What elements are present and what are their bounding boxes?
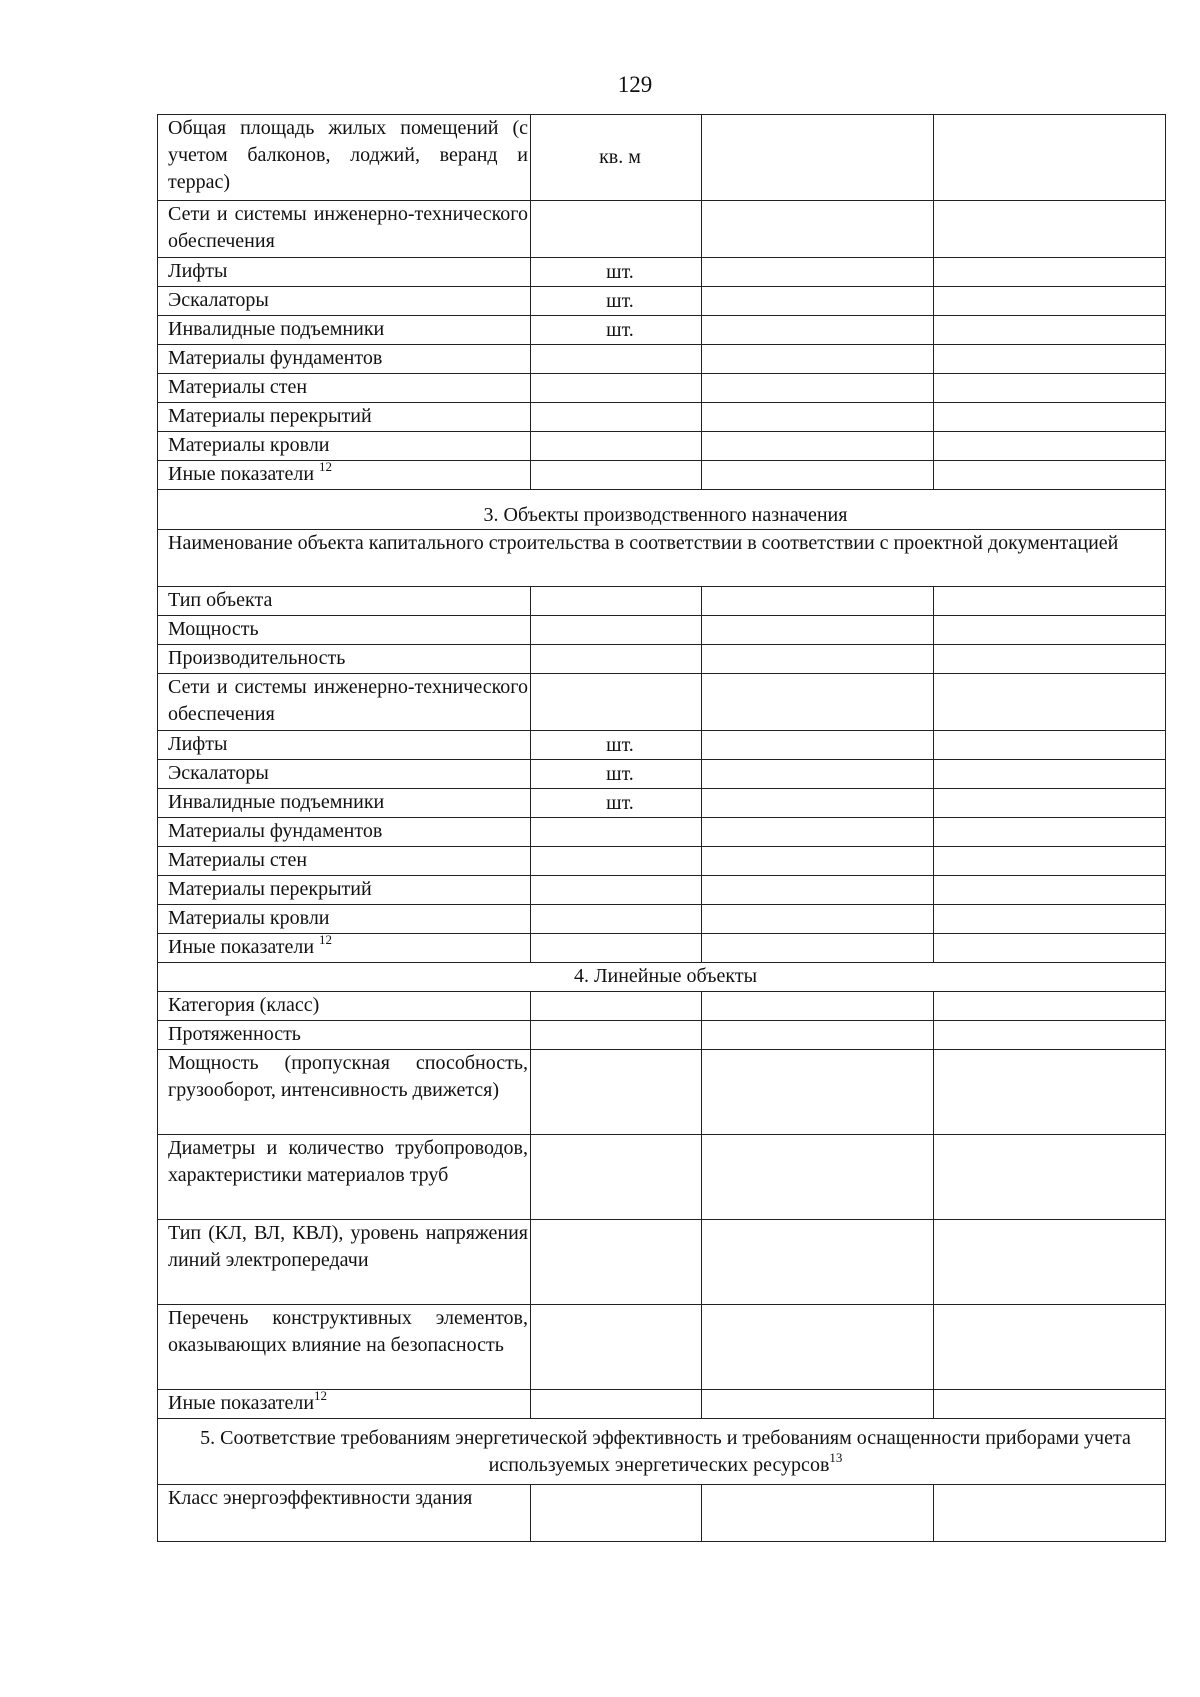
table-row xyxy=(158,847,1166,876)
row-label xyxy=(158,1390,531,1419)
value-cell xyxy=(702,461,934,490)
row-label: Диаметры и количество трубопроводов, характеристики материалов труб xyxy=(158,1135,531,1220)
table-row xyxy=(158,1220,1166,1305)
row-label: Тип объекта xyxy=(158,587,531,616)
unit-cell: кв. м xyxy=(531,115,702,201)
table-row xyxy=(158,789,1166,818)
value-cell xyxy=(934,760,1166,789)
value-cell xyxy=(934,201,1166,258)
unit-cell xyxy=(531,461,702,490)
row-label: Материалы перекрытий xyxy=(158,403,531,432)
row-label: Материалы фундаментов xyxy=(158,345,531,374)
row-label: Перечень конструктивных элементов, оказывающих влияние на безопасность xyxy=(158,1305,531,1390)
row-label-text: Иные показатели xyxy=(168,936,315,958)
value-cell xyxy=(702,374,934,403)
unit-cell xyxy=(531,847,702,876)
value-cell xyxy=(702,432,934,461)
row-label: Мощность (пропускная способность, грузооборот, интенсивность движется) xyxy=(158,1050,531,1135)
value-cell xyxy=(702,616,934,645)
unit-cell: шт. xyxy=(531,287,702,316)
value-cell xyxy=(934,789,1166,818)
table-row xyxy=(158,403,1166,432)
table-row xyxy=(158,115,1166,201)
value-cell xyxy=(702,992,934,1021)
value-cell xyxy=(702,1050,934,1135)
value-cell xyxy=(934,876,1166,905)
unit-cell: шт. xyxy=(531,316,702,345)
value-cell xyxy=(702,905,934,934)
table-row xyxy=(158,731,1166,760)
table-row xyxy=(158,432,1166,461)
value-cell xyxy=(934,1390,1166,1419)
table-row xyxy=(158,905,1166,934)
table-row xyxy=(158,1050,1166,1135)
table-row xyxy=(158,587,1166,616)
table-row xyxy=(158,1485,1166,1542)
value-cell xyxy=(702,731,934,760)
value-cell xyxy=(934,374,1166,403)
unit-cell xyxy=(531,1021,702,1050)
row-label: Производительность xyxy=(158,645,531,674)
row-label: Инвалидные подъемники xyxy=(158,316,531,345)
row-label: Эскалаторы xyxy=(158,287,531,316)
unit-cell: шт. xyxy=(531,731,702,760)
section-header-row xyxy=(158,1419,1166,1485)
value-cell xyxy=(934,645,1166,674)
value-cell xyxy=(702,847,934,876)
value-cell xyxy=(934,616,1166,645)
value-cell xyxy=(702,201,934,258)
section-3-title: 3. Объекты производственного назначения xyxy=(158,490,1166,530)
row-label: Категория (класс) xyxy=(158,992,531,1021)
value-cell xyxy=(702,115,934,201)
table-row xyxy=(158,818,1166,847)
value-cell xyxy=(702,674,934,731)
value-cell xyxy=(934,818,1166,847)
unit-cell xyxy=(531,374,702,403)
table-row xyxy=(158,374,1166,403)
value-cell xyxy=(934,258,1166,287)
value-cell xyxy=(702,934,934,963)
footnote-ref: 12 xyxy=(319,933,333,947)
value-cell xyxy=(702,1485,934,1542)
unit-cell xyxy=(531,876,702,905)
table-row xyxy=(158,1305,1166,1390)
value-cell xyxy=(702,1021,934,1050)
row-label: Материалы стен xyxy=(158,374,531,403)
value-cell xyxy=(702,258,934,287)
unit-cell xyxy=(531,1485,702,1542)
table-row xyxy=(158,1390,1166,1419)
value-cell xyxy=(934,992,1166,1021)
row-label: Общая площадь жилых помещений (с учетом балконов, лоджий, веранд и террас) xyxy=(158,115,531,201)
unit-cell xyxy=(531,1135,702,1220)
row-label: Материалы стен xyxy=(158,847,531,876)
value-cell xyxy=(934,1135,1166,1220)
row-label: Тип (КЛ, ВЛ, КВЛ), уровень напряжения линий электропередачи xyxy=(158,1220,531,1305)
table-row xyxy=(158,1135,1166,1220)
unit-cell xyxy=(531,1220,702,1305)
row-label xyxy=(158,934,531,963)
value-cell xyxy=(702,403,934,432)
table-row xyxy=(158,645,1166,674)
table-row xyxy=(158,201,1166,258)
value-cell xyxy=(702,818,934,847)
row-label: Материалы кровли xyxy=(158,905,531,934)
value-cell xyxy=(702,1135,934,1220)
value-cell xyxy=(702,760,934,789)
unit-cell xyxy=(531,674,702,731)
row-label: Класс энергоэффективности здания xyxy=(158,1485,531,1542)
unit-cell xyxy=(531,818,702,847)
value-cell xyxy=(702,1305,934,1390)
table-row xyxy=(158,876,1166,905)
table-row xyxy=(158,345,1166,374)
value-cell xyxy=(934,674,1166,731)
table-row xyxy=(158,287,1166,316)
unit-cell xyxy=(531,1390,702,1419)
value-cell xyxy=(934,432,1166,461)
object-name-row: Наименование объекта капитального строительства в соответствии в соответствии с проектной документацией xyxy=(158,530,1166,587)
unit-cell: шт. xyxy=(531,258,702,287)
unit-cell xyxy=(531,992,702,1021)
value-cell xyxy=(934,1220,1166,1305)
row-label: Эскалаторы xyxy=(158,760,531,789)
row-label xyxy=(158,461,531,490)
unit-cell xyxy=(531,616,702,645)
value-cell xyxy=(934,934,1166,963)
table-row xyxy=(158,674,1166,731)
value-cell xyxy=(934,731,1166,760)
value-cell xyxy=(702,1220,934,1305)
row-label: Инвалидные подъемники xyxy=(158,789,531,818)
value-cell xyxy=(934,1021,1166,1050)
unit-cell: шт. xyxy=(531,789,702,818)
value-cell xyxy=(934,1050,1166,1135)
table-row xyxy=(158,760,1166,789)
section-5-title xyxy=(158,1419,1166,1485)
unit-cell xyxy=(531,934,702,963)
section-5-title-text: 5. Соответствие требованиям энергетической эффективность и требованиям оснащенности приборами учета используемых энергетических ресурсов xyxy=(200,1426,1131,1476)
value-cell xyxy=(934,345,1166,374)
table-row xyxy=(158,934,1166,963)
row-label: Мощность xyxy=(158,616,531,645)
row-label: Лифты xyxy=(158,258,531,287)
value-cell xyxy=(702,316,934,345)
value-cell xyxy=(934,1305,1166,1390)
page-number: 129 xyxy=(617,72,653,97)
unit-cell xyxy=(531,432,702,461)
row-label: Сети и системы инженерно-технического обеспечения xyxy=(158,201,531,258)
unit-cell xyxy=(531,1305,702,1390)
table-row xyxy=(158,316,1166,345)
value-cell xyxy=(934,461,1166,490)
unit-cell: шт. xyxy=(531,760,702,789)
value-cell xyxy=(702,287,934,316)
table-row xyxy=(158,258,1166,287)
row-label-text: Иные показатели xyxy=(168,463,315,485)
unit-cell xyxy=(531,1050,702,1135)
value-cell xyxy=(702,645,934,674)
value-cell xyxy=(934,287,1166,316)
value-cell xyxy=(934,316,1166,345)
row-label: Сети и системы инженерно-технического обеспечения xyxy=(158,674,531,731)
footnote-ref: 12 xyxy=(319,460,333,474)
row-label: Протяженность xyxy=(158,1021,531,1050)
value-cell xyxy=(702,587,934,616)
value-cell xyxy=(702,789,934,818)
value-cell xyxy=(934,1485,1166,1542)
table-row xyxy=(158,992,1166,1021)
indicators-table xyxy=(157,114,1166,1542)
row-label: Материалы фундаментов xyxy=(158,818,531,847)
value-cell xyxy=(934,905,1166,934)
value-cell xyxy=(934,587,1166,616)
value-cell xyxy=(702,876,934,905)
row-label: Материалы кровли xyxy=(158,432,531,461)
section-4-title: 4. Линейные объекты xyxy=(158,963,1166,992)
value-cell xyxy=(702,1390,934,1419)
table-row xyxy=(158,461,1166,490)
table-row xyxy=(158,616,1166,645)
value-cell xyxy=(934,403,1166,432)
unit-cell xyxy=(531,587,702,616)
row-label: Материалы перекрытий xyxy=(158,876,531,905)
unit-cell xyxy=(531,645,702,674)
unit-cell xyxy=(531,345,702,374)
value-cell xyxy=(934,847,1166,876)
value-cell xyxy=(934,115,1166,201)
table-row xyxy=(158,1021,1166,1050)
footnote-ref: 13 xyxy=(829,1449,843,1465)
unit-cell xyxy=(531,403,702,432)
value-cell xyxy=(702,345,934,374)
section-header-row xyxy=(158,490,1166,530)
footnote-ref: 12 xyxy=(314,1389,328,1403)
unit-cell xyxy=(531,201,702,258)
row-label-text: Иные показатели xyxy=(168,1392,315,1414)
unit-cell xyxy=(531,905,702,934)
section-header-row xyxy=(158,963,1166,992)
row-label: Лифты xyxy=(158,731,531,760)
table-row xyxy=(158,530,1166,587)
